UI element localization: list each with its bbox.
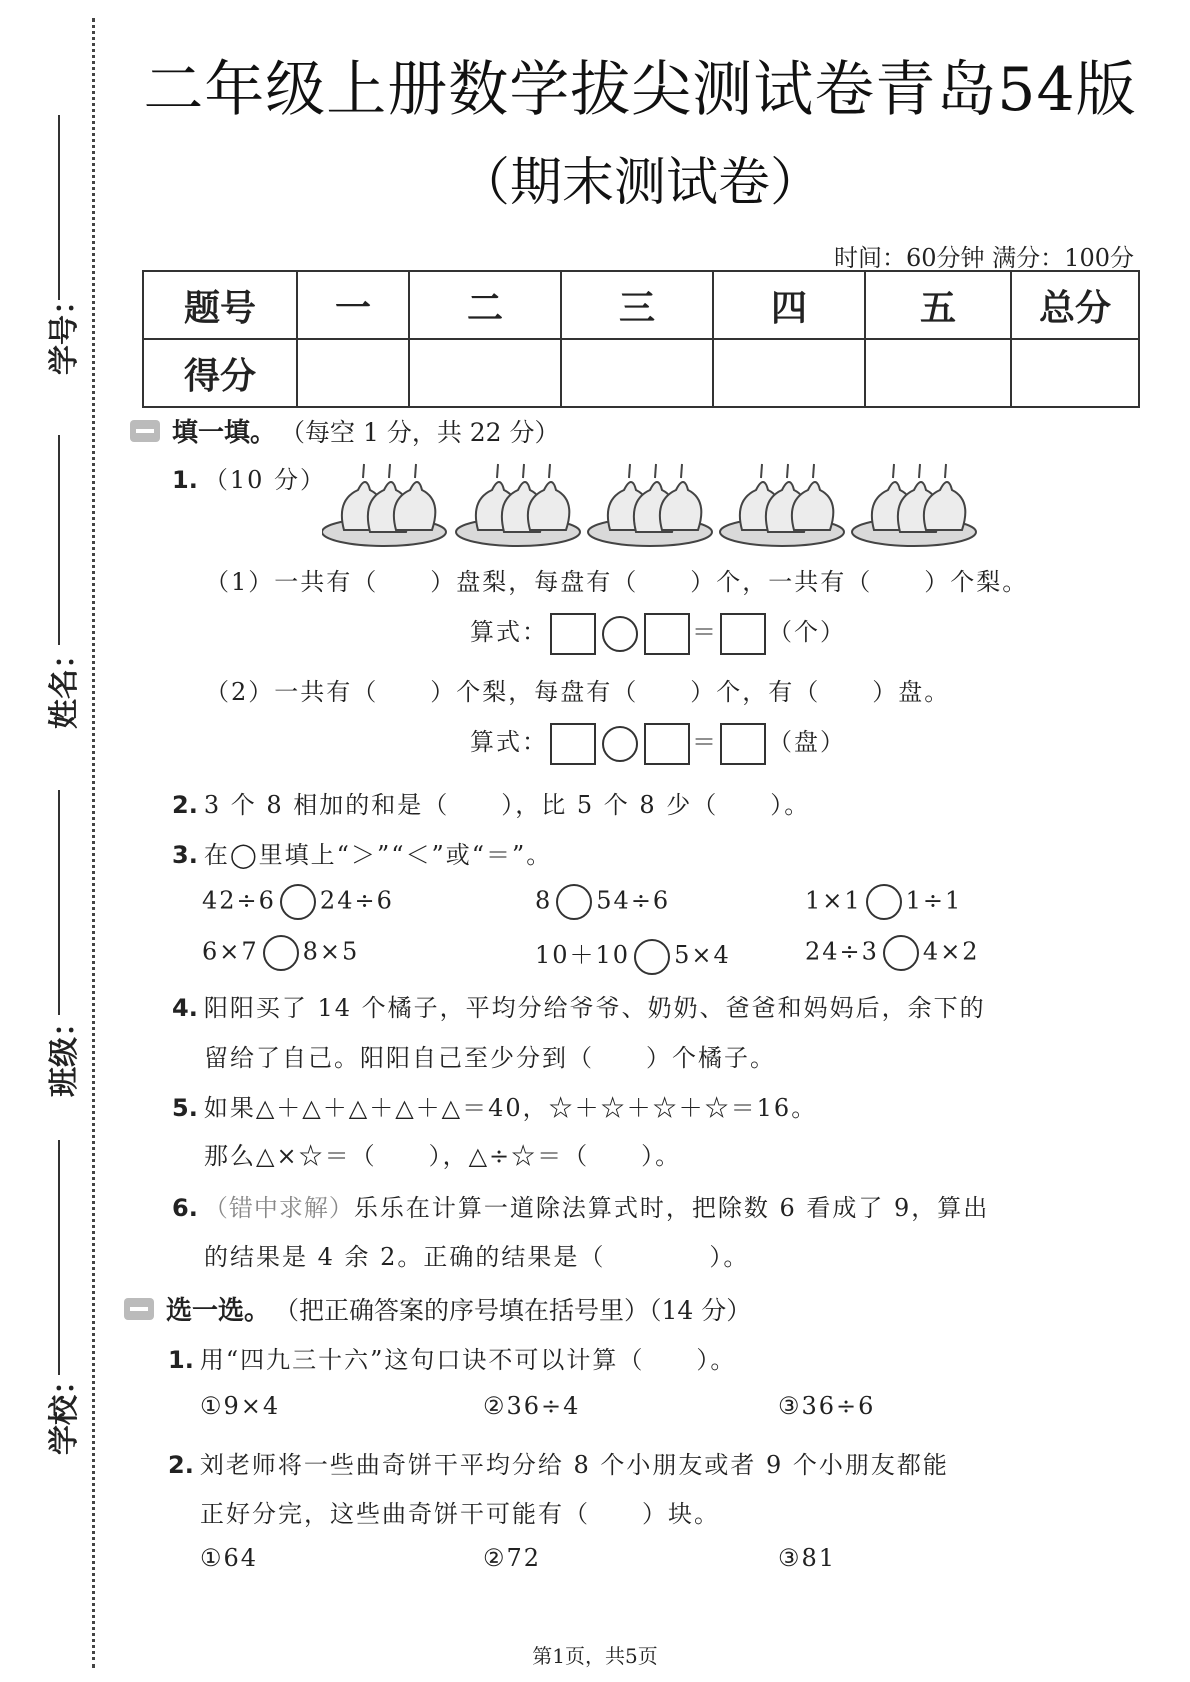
q2-number: 2. [172,791,198,819]
pear-plate-icon [456,464,580,546]
compare-left: 24÷3 [805,937,879,966]
compare-item [805,935,980,971]
compare-right: 4×2 [922,937,980,966]
compare-circle[interactable] [883,935,919,971]
q5-line2: 那么△×☆＝（ ），△÷☆＝（ ）。 [204,1142,682,1170]
page-footer: 第1页，共5页 [532,1644,658,1668]
answer-box[interactable] [644,723,690,765]
time-info: 时间：60分钟 满分：100分 [834,244,1134,272]
score-header-cell: 总分 [1011,271,1139,339]
q3 [172,835,552,870]
section1-note: （每空 1 分，共 22 分） [280,417,560,447]
q6-line2: 的结果是 4 余 2。正确的结果是（ ）。 [204,1243,750,1271]
section2-heading [124,1290,751,1327]
q6-tag: （错中求解） [203,1194,354,1222]
compare-right: 54÷6 [596,886,671,915]
score-cell[interactable] [865,339,1011,407]
compare-circle[interactable] [866,884,902,920]
section2-note: （把正确答案的序号填在括号里）（14 分） [274,1295,752,1325]
q2-text: 3 个 8 相加的和是（ ），比 5 个 8 少（ ）。 [203,791,811,819]
q1-formula1: 算式： ＝ （个） [470,612,846,655]
score-header-cell: 一 [297,271,409,339]
score-table [142,270,1140,408]
q6-text: 乐乐在计算一道除法算式时，把除数 6 看成了 9，算出 [353,1194,990,1222]
page-subtitle: （期末测试卷） [457,153,822,213]
q4-line1 [172,988,986,1023]
option: ②36÷4 [483,1392,581,1420]
operator-circle[interactable] [602,616,638,652]
score-table-score-row [143,339,1139,407]
option: ①64 [200,1544,259,1572]
class-label: 班级： [47,1007,82,1097]
pear-plate-icon [720,464,844,546]
score-cell[interactable] [297,339,409,407]
pear-plates-illustration [322,458,982,548]
q4-text: 阳阳买了 14 个橘子，平均分给爷爷、奶奶、爸爸和妈妈后，余下的 [203,994,986,1022]
compare-left: 10＋10 [535,941,631,969]
q4-number: 4. [172,994,198,1022]
compare-item [202,935,359,971]
compare-left: 42÷6 [202,886,276,915]
compare-item [202,884,394,920]
pear-plate-icon [852,464,976,546]
formula-label: 算式： [470,618,548,646]
formula-unit: （个） [768,618,846,646]
binding-dashed-line [92,18,95,1668]
q3-text: 在◯里填上“＞”“＜”或“＝”。 [203,841,553,869]
compare-right: 8×5 [302,937,360,966]
page-title: 二年级上册数学拔尖测试卷青岛54版 [143,55,1137,125]
q1-part1-text: （1）一共有（ ）盘梨，每盘有（ ）个，一共有（ ）个梨。 [205,568,1029,596]
q5-number: 5. [172,1094,198,1122]
answer-box[interactable] [550,613,596,655]
score-cell[interactable] [713,339,865,407]
q1-number: 1. [172,466,198,494]
compare-circle[interactable] [634,939,670,975]
name-label: 姓名： [47,639,82,729]
score-cell[interactable] [409,339,561,407]
q3-number: 3. [172,841,198,869]
q1-points: （10 分） [203,466,326,494]
compare-item [805,884,962,920]
score-header-cell: 五 [865,271,1011,339]
compare-circle[interactable] [280,884,316,920]
s2-q1-number: 1. [168,1346,194,1374]
student-id-label: 学号： [47,285,82,375]
s2-q2-number: 2. [168,1451,194,1479]
answer-box[interactable] [644,613,690,655]
compare-left: 1×1 [805,886,862,915]
section2-title: 选一选。 [166,1296,271,1326]
q1-formula2: 算式： ＝ （盘） [470,722,846,765]
compare-right: 24÷6 [319,886,394,915]
compare-left: 8 [535,886,553,915]
s2-q2-line2: 正好分完，这些曲奇饼干可能有（ ）块。 [200,1500,720,1528]
student-id-line [58,115,60,300]
pear-plate-icon [588,464,712,546]
answer-box[interactable] [720,723,766,765]
score-row-label: 得分 [143,339,297,407]
q1-part2-text: （2）一共有（ ）个梨，每盘有（ ）个，有（ ）盘。 [205,678,951,706]
compare-left: 6×7 [202,937,259,966]
operator-circle[interactable] [602,726,638,762]
score-cell[interactable] [1011,339,1139,407]
score-header-cell: 题号 [143,271,297,339]
s2-q1 [168,1340,736,1375]
section1-heading [130,412,560,449]
school-label: 学校： [47,1365,82,1455]
formula-label: 算式： [470,728,548,756]
section-number-icon [124,1298,154,1320]
class-line [58,790,60,1015]
q2 [172,785,810,820]
section1-title: 填一填。 [172,418,277,448]
q1-heading [172,460,326,495]
option: ③81 [778,1544,837,1572]
compare-right: 5×4 [674,941,731,969]
compare-item [535,935,731,975]
s2-q2-text: 刘老师将一些曲奇饼干平均分给 8 个小朋友或者 9 个小朋友都能 [199,1451,949,1479]
name-line [58,435,60,645]
formula-unit: （盘） [768,728,846,756]
answer-box[interactable] [720,613,766,655]
compare-circle[interactable] [263,935,299,971]
option: ①9×4 [200,1392,281,1420]
score-header-cell: 二 [409,271,561,339]
score-header-cell: 三 [561,271,713,339]
score-cell[interactable] [561,339,713,407]
answer-box[interactable] [550,723,596,765]
q5-line1 [172,1088,817,1123]
pear-plate-icon [322,464,446,546]
option: ②72 [483,1544,542,1572]
q6-line1 [172,1188,989,1223]
compare-right: 1÷1 [905,886,963,915]
section-number-icon [130,420,160,442]
s2-q2-line1 [168,1445,949,1480]
compare-item [535,884,670,920]
school-line [58,1140,60,1375]
score-header-cell: 四 [713,271,865,339]
q4-line2: 留给了自己。阳阳自己至少分到（ ）个橘子。 [204,1044,776,1072]
s2-q1-text: 用“四九三十六”这句口诀不可以计算（ ）。 [199,1346,737,1374]
q5-text: 如果△＋△＋△＋△＋△＝40，☆＋☆＋☆＋☆＝16。 [203,1094,818,1122]
score-table-header-row [143,271,1139,339]
option: ③36÷6 [778,1392,876,1420]
q6-number: 6. [172,1194,198,1222]
compare-circle[interactable] [556,884,592,920]
